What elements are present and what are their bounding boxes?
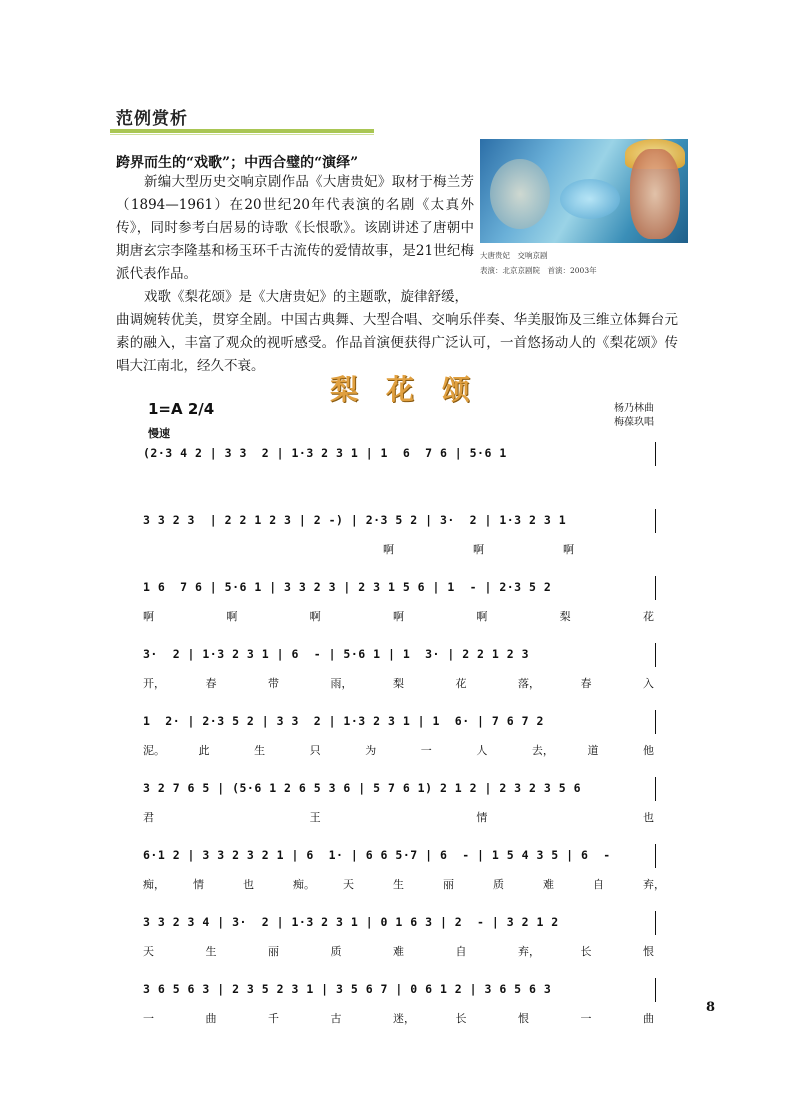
photo-caption-title: 大唐贵妃 交响京剧 [480, 251, 548, 260]
lyric-word: 曲 [205, 1012, 217, 1025]
paragraph-intro: 新编大型历史交响京剧作品《大唐贵妃》取材于梅兰芳（1894—1961）在20世纪20年代表演的名剧《太真外传》，同时参考白居易的诗歌《长恨歌》。该剧讲述了唐朝中期唐玄宗李隆基和杨玉环千古流传的爱情故事，是21世纪梅派代表作品。 [116, 174, 474, 282]
barline [655, 509, 656, 533]
lyric-word: 为 [365, 744, 377, 757]
lyric-word: 啊 [476, 610, 488, 623]
tempo-marking: 慢速 [148, 427, 170, 440]
lyric-word: 自 [455, 945, 467, 958]
lyric-word: 一 [580, 1012, 592, 1025]
key-signature: 1=A 2/4 [148, 400, 215, 418]
score-notes: (2·3 4 2 | 3 3 2 | 1·3 2 3 1 | 1 6 7 6 | 5·6 1 [143, 446, 507, 460]
score-line [143, 911, 663, 941]
lyric-word: 一 [420, 744, 432, 757]
score-line [143, 844, 663, 874]
credit-composer: 杨乃林曲 [614, 403, 654, 414]
lyric-word: 人 [476, 744, 488, 757]
lyric-word: 千 [268, 1012, 279, 1025]
lyric-word: 啊 [143, 610, 154, 623]
score-notes: 3 2 7 6 5 | (5·6 1 2 6 5 3 6 | 5 7 6 1) 2 1 2 | 2 3 2 3 5 6 [143, 781, 581, 795]
barline [655, 710, 656, 734]
lyric-word: 痴。 [293, 878, 315, 891]
paragraph-song-description: 曲调婉转优美，贯穿全剧。中国古典舞、大型合唱、交响乐伴奏、华美服饰及三维立体舞台元素的融入，丰富了观众的视听感受。作品首演便获得广泛认可，一首悠扬动人的《梨花颂》传唱大江南北，经久不衰。 [116, 312, 678, 374]
song-title: 梨花颂 [330, 373, 499, 406]
lyric-word: 王 [309, 811, 321, 824]
lyric-word: 质 [330, 945, 342, 958]
lyric-word: 也 [243, 878, 254, 891]
lyric-word: 啊 [473, 543, 484, 556]
lyric-word: 难 [543, 878, 554, 891]
score-line [143, 777, 663, 807]
lyric-word: 梨 [559, 610, 571, 623]
lyric-word: 恨 [643, 945, 654, 958]
lyric-word: 迷， [393, 1012, 415, 1025]
score-line [143, 710, 663, 740]
score-line [143, 576, 663, 606]
lyric-word: 啊 [309, 610, 321, 623]
lyric-word: 天 [143, 945, 154, 958]
lyric-word: 啊 [226, 610, 238, 623]
score-line [143, 509, 663, 539]
lyric-word: 梨 [393, 677, 404, 690]
photo-figure-left [490, 159, 550, 229]
paragraph-song-intro: 戏歌《梨花颂》是《大唐贵妃》的主题歌，旋律舒缓， [144, 289, 468, 305]
lyric-word: 弃， [518, 945, 540, 958]
lyric-word: 一 [143, 1012, 154, 1025]
lyric-word: 长 [580, 945, 592, 958]
section-title-underline [110, 129, 374, 133]
lyric-word: 只 [309, 744, 321, 757]
lyric-word: 弃， [643, 878, 665, 891]
lyric-word: 啊 [563, 543, 574, 556]
opera-photo [480, 139, 688, 243]
lyric-word: 长 [455, 1012, 467, 1025]
score-notes: 1 6 7 6 | 5·6 1 | 3 3 2 3 | 2 3 1 5 6 | 1 - | 2·3 5 2 [143, 580, 552, 594]
lyric-word: 生 [393, 878, 404, 891]
lyric-word: 君 [143, 811, 154, 824]
lyric-word: 丽 [443, 878, 454, 891]
section-title: 范例赏析 [116, 109, 188, 129]
lyric-word: 啊 [383, 543, 394, 556]
lyric-word: 啊 [393, 610, 404, 623]
lyric-word: 曲 [643, 1012, 654, 1025]
lyric-word: 带 [268, 677, 279, 690]
lyric-word: 情 [476, 811, 488, 824]
lyric-word: 去， [531, 744, 554, 757]
lyric-word: 质 [493, 878, 504, 891]
page-number: 8 [706, 1000, 716, 1015]
lyric-word: 花 [455, 677, 467, 690]
lyric-word: 他 [643, 744, 654, 757]
subtitle: 跨界而生的“戏歌”；中西合璧的“演绎” [116, 155, 359, 171]
lyric-word: 落， [518, 677, 540, 690]
score-notes: 1 2· | 2·3 5 2 | 3 3 2 | 1·3 2 3 1 | 1 6· | 7 6 7 2 [143, 714, 544, 728]
lyric-word: 自 [593, 878, 604, 891]
score-notes: 3 3 2 3 4 | 3· 2 | 1·3 2 3 1 | 0 1 6 3 | 2 - | 3 2 1 2 [143, 915, 559, 929]
score-notes: 3 6 5 6 3 | 2 3 5 2 3 1 | 3 5 6 7 | 0 6 1 2 | 3 6 5 6 3 [143, 982, 552, 996]
score-notes: 3 3 2 3 | 2 2 1 2 3 | 2 -) | 2·3 5 2 | 3· 2 | 1·3 2 3 1 [143, 513, 567, 527]
barline [655, 777, 656, 801]
score-line [143, 978, 663, 1008]
score-notes: 6·1 2 | 3 3 2 3 2 1 | 6 1· | 6 6 5·7 | 6 - | 1 5 4 3 5 | 6 - [143, 848, 611, 862]
score-line [143, 643, 663, 673]
lyric-word: 雨， [330, 677, 353, 690]
barline [655, 911, 656, 935]
photo-caption-detail: 表演：北京京剧院 首演：2003年 [480, 266, 597, 275]
score-line [143, 442, 663, 472]
lyric-word: 此 [198, 744, 210, 757]
lyric-word: 春 [205, 677, 217, 690]
photo-figure-right [630, 149, 680, 239]
lyric-word: 泥。 [143, 744, 165, 757]
lyric-word: 入 [643, 677, 654, 690]
lyric-word: 春 [580, 677, 592, 690]
barline [655, 576, 656, 600]
lyric-word: 难 [393, 945, 404, 958]
section-title-underline-thin [110, 134, 374, 135]
barline [655, 643, 656, 667]
lyric-word: 情 [193, 878, 204, 891]
lyric-word: 也 [643, 811, 654, 824]
lyric-word: 生 [254, 744, 266, 757]
lyric-word: 古 [330, 1012, 342, 1025]
score-notes: 3· 2 | 1·3 2 3 1 | 6 - | 5·6 1 | 1 3· | 2 2 1 2 3 [143, 647, 530, 661]
barline [655, 442, 656, 466]
lyric-word: 恨 [518, 1012, 529, 1025]
barline [655, 978, 656, 1002]
barline [655, 844, 656, 868]
lyric-word: 开， [143, 677, 165, 690]
lyric-word: 痴， [143, 878, 165, 891]
credit-singer: 梅葆玖唱 [614, 417, 654, 428]
lyric-word: 道 [587, 744, 599, 757]
photo-butterflies [560, 179, 620, 219]
lyric-word: 花 [643, 610, 654, 623]
lyric-word: 生 [205, 945, 217, 958]
lyric-word: 丽 [268, 945, 279, 958]
lyric-word: 天 [343, 878, 354, 891]
